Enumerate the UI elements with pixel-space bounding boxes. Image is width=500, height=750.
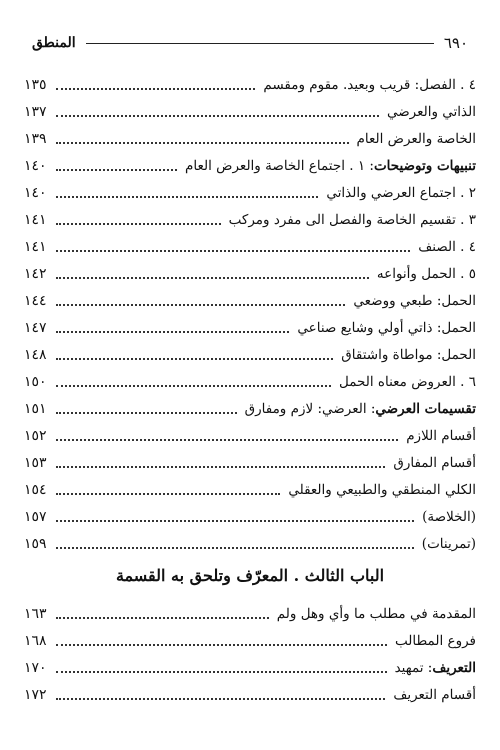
toc-entry: ٣ . تقسيم الخاصة والفصل الى مفرد ومركب ١٤١ bbox=[24, 212, 476, 228]
running-title: المنطق bbox=[32, 35, 76, 51]
toc-page-number: ١٤١ bbox=[24, 212, 47, 228]
toc-page-number: ١٥٩ bbox=[24, 536, 47, 552]
toc-page-number: ١٤٢ bbox=[24, 266, 47, 282]
toc-entry: ٥ . الحمل وأنواعه ١٤٢ bbox=[24, 266, 476, 282]
toc-page-number: ١٥٧ bbox=[24, 509, 47, 525]
toc-entry: فروع المطالب ١٦٨ bbox=[24, 633, 476, 649]
toc-page-number: ١٧٢ bbox=[24, 687, 47, 703]
toc-page-number: ١٤٨ bbox=[24, 347, 47, 363]
toc-page-number: ١٤٧ bbox=[24, 320, 47, 336]
toc-entry: الذاتي والعرضي ١٣٧ bbox=[24, 104, 476, 120]
toc-entry: المقدمة في مطلب ما وأي وهل ولم ١٦٣ bbox=[24, 606, 476, 622]
toc-page-number: ١٥١ bbox=[24, 401, 47, 417]
toc-entry: ٢ . اجتماع العرضي والذاتي ١٤٠ bbox=[24, 185, 476, 201]
toc-entry: (الخلاصة) ١٥٧ bbox=[24, 509, 476, 525]
toc-entry: أقسام التعريف ١٧٢ bbox=[24, 687, 476, 703]
toc-entry: الحمل: مواطاة واشتقاق ١٤٨ bbox=[24, 347, 476, 363]
toc-page-number: ١٧٠ bbox=[24, 660, 47, 676]
chapter-heading: الباب الثالث . المعرّف وتلحق به القسمة bbox=[115, 566, 385, 585]
toc-page-number: ١٤٠ bbox=[24, 158, 47, 174]
toc-page-number: ١٤١ bbox=[24, 239, 47, 255]
toc-page-number: ١٤٤ bbox=[24, 293, 47, 309]
toc-entry: ٤ . الصنف ١٤١ bbox=[24, 239, 476, 255]
header-rule bbox=[86, 43, 434, 44]
toc-page-number: ١٥٤ bbox=[24, 482, 47, 498]
toc-entry: تنبيهات وتوضيحات: ١ . اجتماع الخاصة والعرض العام ١٤٠ bbox=[24, 158, 476, 174]
toc-page-number: ١٦٣ bbox=[24, 606, 47, 622]
toc-entry: أقسام اللازم ١٥٢ bbox=[24, 428, 476, 444]
toc-entry: (تمرينات) ١٥٩ bbox=[24, 536, 476, 552]
toc-page-number: ١٥٠ bbox=[24, 374, 47, 390]
toc-entry: ٦ . العروض معناه الحمل ١٥٠ bbox=[24, 374, 476, 390]
toc-page-number: ١٥٢ bbox=[24, 428, 47, 444]
toc-page-number: ١٤٠ bbox=[24, 185, 47, 201]
toc-entry: أقسام المفارق ١٥٣ bbox=[24, 455, 476, 471]
toc-page-number: ١٣٥ bbox=[24, 77, 47, 93]
page-header bbox=[32, 32, 468, 54]
toc-page-number: ١٣٩ bbox=[24, 131, 47, 147]
toc-entry: التعريف: تمهيد ١٧٠ bbox=[24, 660, 476, 676]
toc-page-number: ١٥٣ bbox=[24, 455, 47, 471]
toc-entry: الخاصة والعرض العام ١٣٩ bbox=[24, 131, 476, 147]
toc-entry: ٤ . الفصل: قريب وبعيد. مقوم ومقسم ١٣٥ bbox=[24, 77, 476, 93]
toc-entry: الكلي المنطقي والطبيعي والعقلي ١٥٤ bbox=[24, 482, 476, 498]
toc-page-number: ١٦٨ bbox=[24, 633, 47, 649]
page-number: ٦٩٠ bbox=[443, 34, 468, 52]
toc-entry: تقسيمات العرضي: العرضي: لازم ومفارق ١٥١ bbox=[24, 401, 476, 417]
toc-page-number: ١٣٧ bbox=[24, 104, 47, 120]
toc-entry: الحمل: ذاتي أولي وشايع صناعي ١٤٧ bbox=[24, 320, 476, 336]
toc-entry: الحمل: طبعي ووضعي ١٤٤ bbox=[24, 293, 476, 309]
